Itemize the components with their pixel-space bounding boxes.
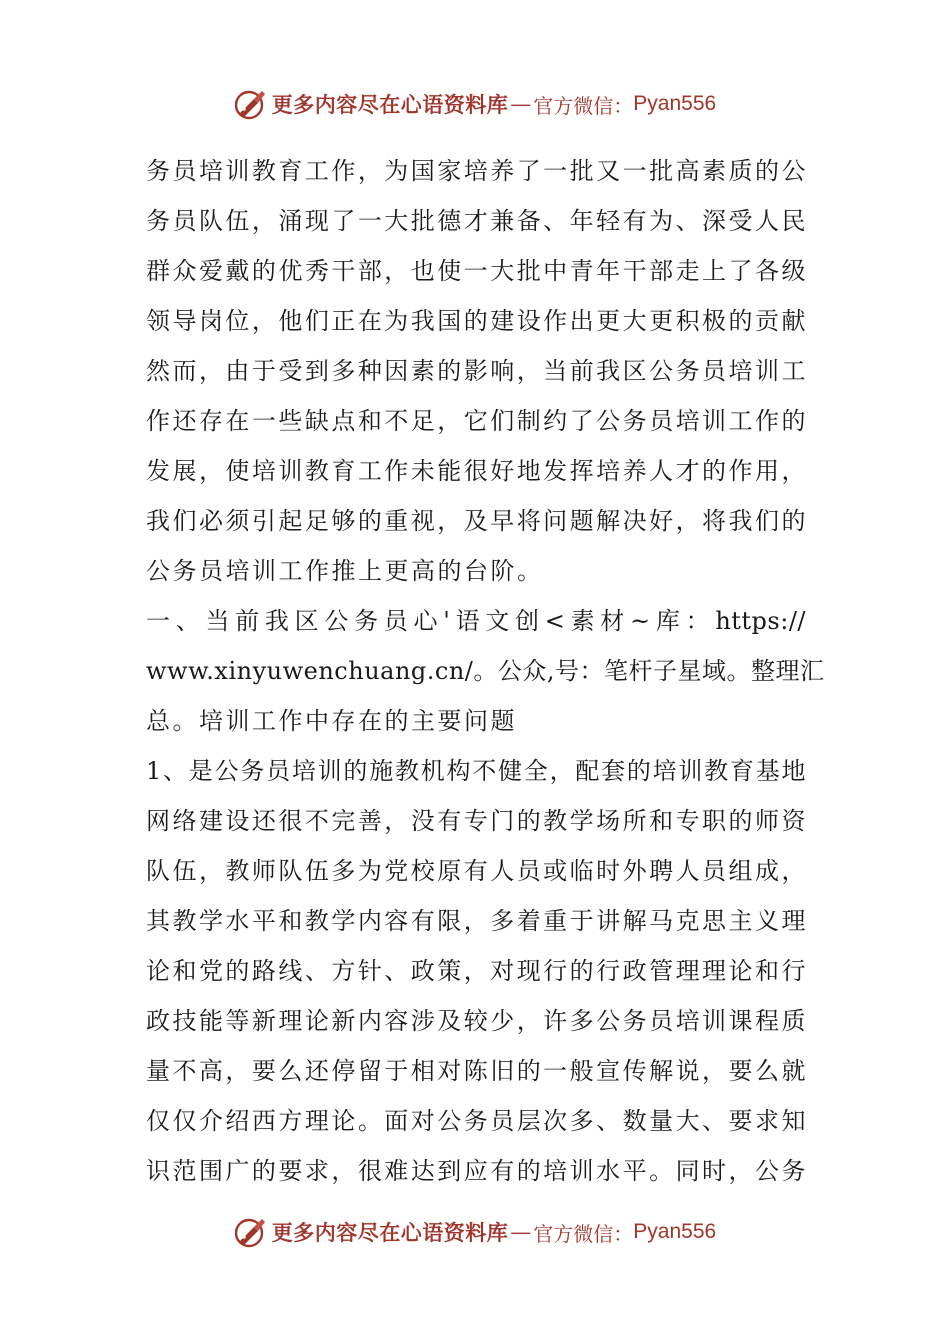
section-heading-line: 一、当前我区公务员心'语文创<素材~库：https:// <box>146 607 806 635</box>
header-banner <box>0 84 950 124</box>
body-line: 发展，使培训教育工作未能很好地发挥培养人才的作用， <box>146 457 806 485</box>
body-line: 领导岗位，他们正在为我国的建设作出更大更积极的贡献 <box>146 307 806 335</box>
body-line: 其教学水平和教学内容有限，多着重于讲解马克思主义理 <box>146 907 806 935</box>
pen-logo-icon <box>234 1215 268 1249</box>
body-line: 1、是公务员培训的施教机构不健全，配套的培训教育基地 <box>146 757 806 785</box>
banner-wechat-label: 官方微信： <box>533 93 634 118</box>
body-line: 队伍，教师队伍多为党校原有人员或临时外聘人员组成， <box>146 857 806 885</box>
footer-banner <box>0 1212 950 1252</box>
document-body <box>146 146 825 1196</box>
body-line: 群众爱戴的优秀干部，也使一大批中青年干部走上了各级 <box>146 257 806 285</box>
banner-brand-text: 更多内容尽在心语资料库 <box>271 1220 509 1245</box>
body-line: 论和党的路线、方针、政策，对现行的行政管理理论和行 <box>146 957 806 985</box>
body-line: 仅仅介绍西方理论。面对公务员层次多、数量大、要求知 <box>146 1107 806 1135</box>
body-line: 公务员培训工作推上更高的台阶。 <box>146 557 544 585</box>
body-line: 务员培训教育工作，为国家培养了一批又一批高素质的公 <box>146 157 806 185</box>
body-line: 然而，由于受到多种因素的影响，当前我区公务员培训工 <box>146 357 806 385</box>
section-heading-line: www.xinyuwenchuang.cn/。公众,号：笔杆子星域。整理汇 <box>146 657 825 685</box>
section-heading-line: 总。培训工作中存在的主要问题 <box>146 707 517 735</box>
banner-wechat-id: Pyan556 <box>633 92 717 115</box>
banner-dash: — <box>510 1220 532 1244</box>
banner-brand-text: 更多内容尽在心语资料库 <box>271 92 509 117</box>
pen-logo-icon <box>234 87 268 121</box>
banner-wechat-id: Pyan556 <box>633 1220 717 1243</box>
body-line: 我们必须引起足够的重视，及早将问题解决好，将我们的 <box>146 507 806 535</box>
body-line: 网络建设还很不完善，没有专门的教学场所和专职的师资 <box>146 807 806 835</box>
body-line: 作还存在一些缺点和不足，它们制约了公务员培训工作的 <box>146 407 806 435</box>
banner-wechat-label: 官方微信： <box>533 1221 634 1246</box>
banner-dash: — <box>510 92 532 116</box>
body-line: 量不高，要么还停留于相对陈旧的一般宣传解说，要么就 <box>146 1057 806 1085</box>
body-line: 政技能等新理论新内容涉及较少，许多公务员培训课程质 <box>146 1007 806 1035</box>
body-line: 识范围广的要求，很难达到应有的培训水平。同时，公务 <box>146 1157 806 1185</box>
body-line: 务员队伍，涌现了一大批德才兼备、年轻有为、深受人民 <box>146 207 806 235</box>
